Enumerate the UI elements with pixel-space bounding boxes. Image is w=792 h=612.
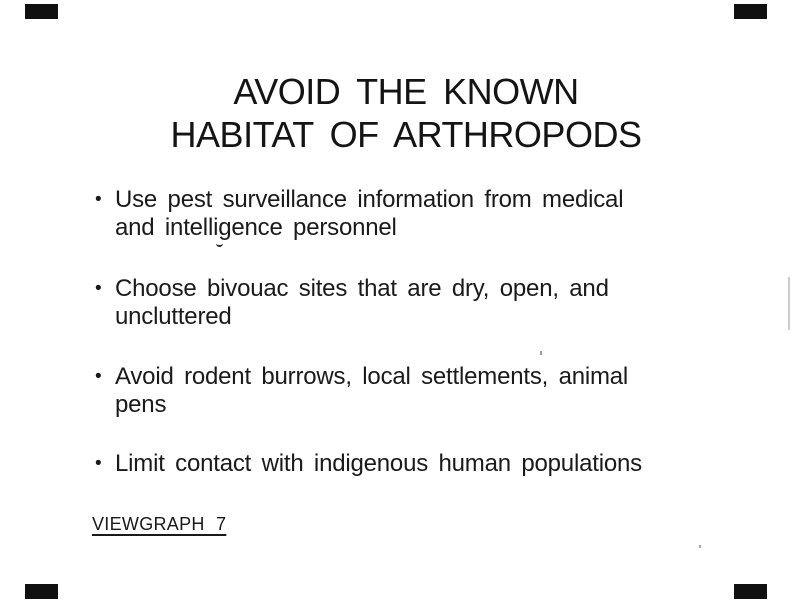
bullet-item-pest-surveillance	[95, 186, 755, 242]
bullet-marker: •	[95, 189, 102, 210]
slide-title-line-1: AVOID THE KNOWN	[233, 71, 579, 112]
scan-artifact-dot	[540, 351, 542, 355]
bullet-text-line: Choose bivouac sites that are dry, open, and	[115, 275, 609, 302]
bullet-item-rodent-burrows	[95, 363, 755, 419]
slide-title-line-2: HABITAT OF ARTHROPODS	[170, 114, 642, 155]
registration-mark-bottom-right	[734, 584, 767, 599]
scan-artifact-edge-streak	[788, 277, 790, 330]
scan-artifact-dot	[699, 545, 701, 548]
registration-mark-bottom-left	[25, 584, 58, 599]
slide-title	[20, 70, 792, 156]
scan-artifact-mark	[216, 240, 223, 247]
bullet-text-line: Avoid rodent burrows, local settlements, animal	[115, 363, 629, 390]
bullet-text	[115, 450, 755, 478]
bullet-text-line: Use pest surveillance information from medical	[115, 186, 624, 213]
bullet-text	[115, 275, 755, 331]
bullet-text-line: pens	[115, 391, 167, 418]
bullet-text-line: and intelligence personnel	[115, 214, 397, 241]
viewgraph-footer-label: VIEWGRAPH 7	[92, 514, 227, 534]
bullet-item-bivouac-sites	[95, 275, 755, 331]
bullet-item-limit-contact	[95, 450, 755, 478]
bullet-text-line: Limit contact with indigenous human populations	[115, 450, 642, 477]
bullet-marker: •	[95, 453, 102, 474]
registration-mark-top-left	[25, 4, 58, 19]
bullet-text	[115, 186, 755, 242]
registration-mark-top-right	[734, 4, 767, 19]
bullet-marker: •	[95, 366, 102, 387]
bullet-marker: •	[95, 278, 102, 299]
bullet-text	[115, 363, 755, 419]
bullet-text-line: uncluttered	[115, 303, 232, 330]
